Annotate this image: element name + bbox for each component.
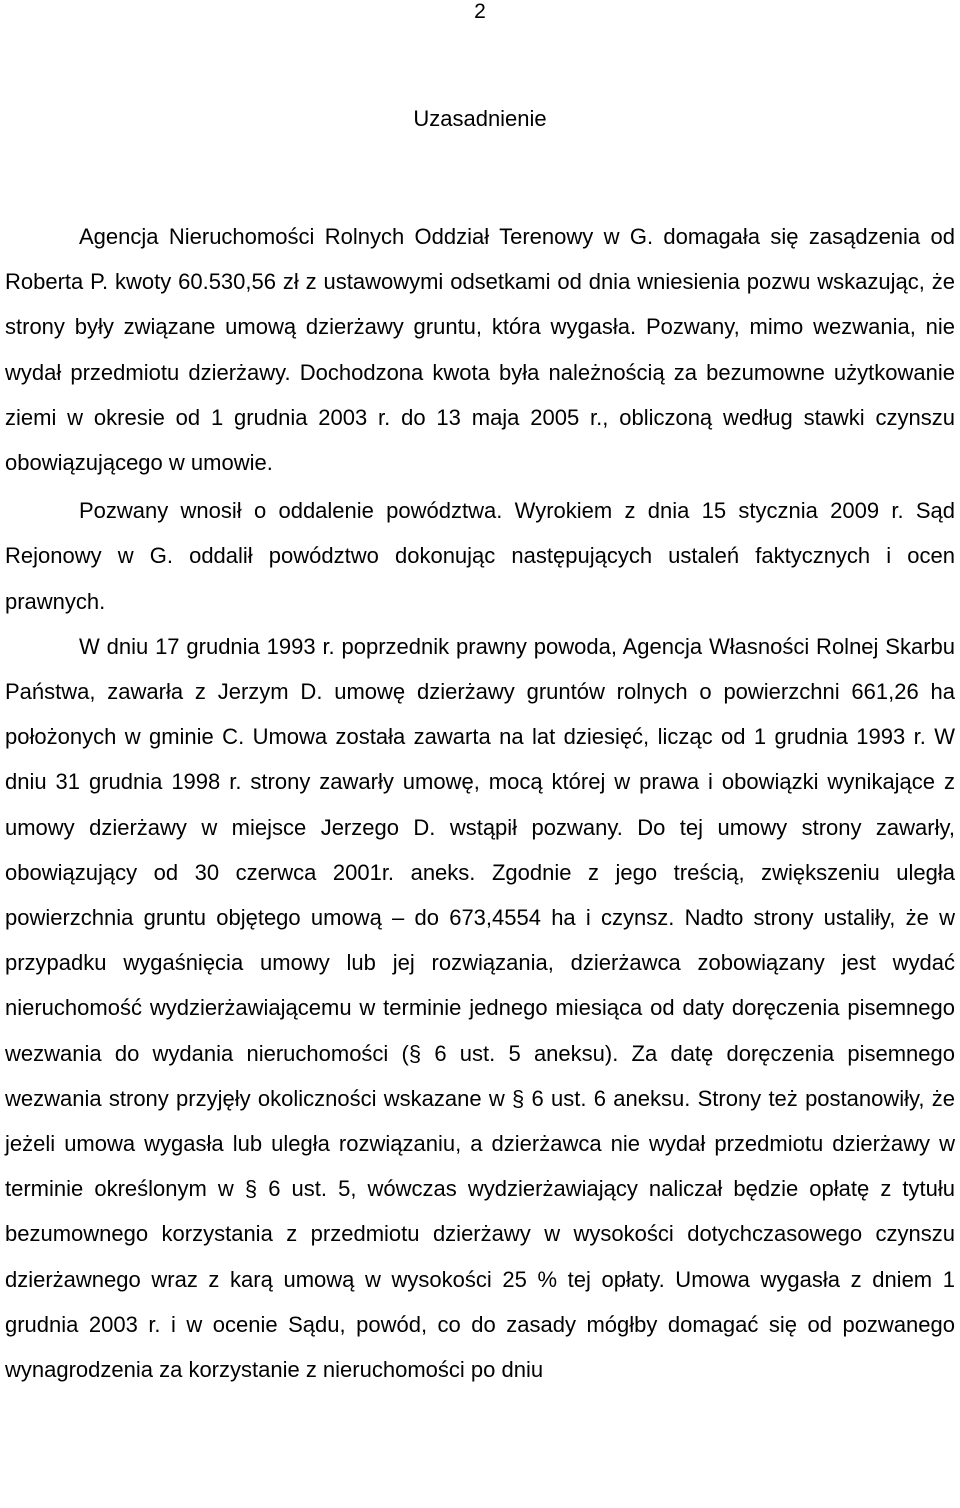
paragraph-claim: Agencja Nieruchomości Rolnych Oddział Terenowy w G. domagała się zasądzenia od Roberta P. kwoty 60.530,56 zł z ustawowymi odsetkami od dnia wniesienia pozwu wskazując, że strony były związane umową dzierżawy gruntu, która wygasła. Pozwany, mimo wezwania, nie wydał przedmiotu dzierżawy. Dochodzona kwota była należnością za bezumowne użytkowanie ziemi w okresie od 1 grudnia 2003 r. do 13 maja 2005 r., obliczoną według stawki czynszu obowiązującego w umowie. <box>5 224 955 476</box>
page-number: 2 <box>474 0 486 23</box>
document-body <box>5 214 955 1392</box>
paragraph-facts: W dniu 17 grudnia 1993 r. poprzednik prawny powoda, Agencja Własności Rolnej Skarbu Państwa, zawarła z Jerzym D. umowę dzierżawy gruntów rolnych o powierzchni 661,26 ha położonych w gminie C. Umowa została zawarta na lat dziesięć, licząc od 1 grudnia 1993 r. W dniu 31 grudnia 1998 r. strony zawarły umowę, mocą której w prawa i obowiązki wynikające z umowy dzierżawy w miejsce Jerzego D. wstąpił pozwany. Do tej umowy strony zawarły, obowiązujący od 30 czerwca 2001r. aneks. Zgodnie z jego treścią, zwiększeniu uległa powierzchnia gruntu objętego umową – do 673,4554 ha i czynsz. Nadto strony ustaliły, że w przypadku wygaśnięcia umowy lub jej rozwiązania, dzierżawca zobowiązany jest wydać nieruchomość wydzierżawiającemu w terminie jednego miesiąca od daty doręczenia pisemnego wezwania do wydania nieruchomości (§ 6 ust. 5 aneksu). Za datę doręczenia pisemnego wezwania strony przyjęły okoliczności wskazane w § 6 ust. 6 aneksu. Strony też postanowiły, że jeżeli umowa wygasła lub uległa rozwiązaniu, a dzierżawca nie wydał przedmiotu dzierżawy w terminie określonym w § 6 ust. 5, wówczas wydzierżawiający naliczał będzie opłatę z tytułu bezumownego korzystania z przedmiotu dzierżawy w wysokości dotychczasowego czynszu dzierżawnego wraz z karą umową w wysokości 25 % tej opłaty. Umowa wygasła z dniem 1 grudnia 2003 r. i w ocenie Sądu, powód, co do zasady mógłby domagać się od pozwanego wynagrodzenia za korzystanie z nieruchomości po dniu <box>5 633 955 1383</box>
paragraph-judgment: Pozwany wnosił o oddalenie powództwa. Wyrokiem z dnia 15 stycznia 2009 r. Sąd Rejonowy w G. oddalił powództwo dokonując następujących ustaleń faktycznych i ocen prawnych. <box>5 498 955 614</box>
document-title: Uzasadnienie <box>413 106 547 131</box>
